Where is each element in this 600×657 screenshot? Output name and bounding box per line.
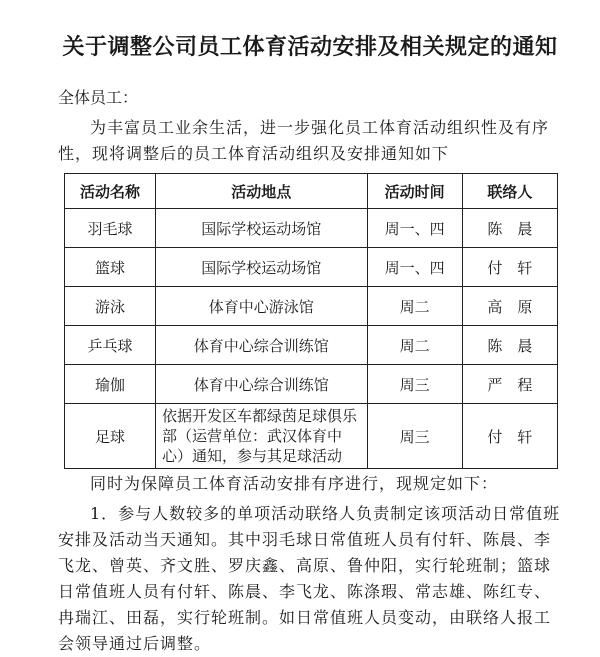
activity-place: 体育中心游泳馆	[155, 287, 367, 326]
activity-time: 周三	[367, 404, 462, 469]
activity-time: 周三	[367, 365, 462, 404]
activity-place: 体育中心综合训练馆	[155, 365, 367, 404]
table-row	[65, 404, 558, 469]
table-row	[65, 248, 558, 287]
activity-time: 周一、四	[367, 248, 462, 287]
table-row	[65, 287, 558, 326]
table-row	[65, 209, 558, 248]
document-title: 关于调整公司员工体育活动安排及相关规定的通知	[62, 35, 558, 60]
activity-contact: 陈 晨	[462, 326, 557, 365]
activity-place: 体育中心综合训练馆	[155, 326, 367, 365]
activity-contact: 严 程	[462, 365, 557, 404]
activity-schedule-table	[64, 173, 558, 469]
activity-time: 周二	[367, 287, 462, 326]
activity-name: 游泳	[65, 287, 156, 326]
activity-time: 周一、四	[367, 209, 462, 248]
activity-time: 周二	[367, 326, 462, 365]
header-activity-name: 活动名称	[65, 174, 156, 209]
activity-contact: 高 原	[462, 287, 557, 326]
activity-name: 羽毛球	[65, 209, 156, 248]
header-activity-place: 活动地点	[155, 174, 367, 209]
activity-name: 瑜伽	[65, 365, 156, 404]
activity-contact: 陈 晨	[462, 209, 557, 248]
salutation: 全体员工：	[58, 88, 139, 107]
rule-item-1: 1．参与人数较多的单项活动联络人负责制定该项活动日常值班安排及活动当天通知。其中羽毛球日常值班人员有付轩、陈晨、李飞龙、曾英、齐文胜、罗庆鑫、高原、鲁仲阳，实行轮班制；篮球日常值班人员有付轩、陈晨、李飞龙、陈涤瑕、常志雄、陈红专、冉瑞江、田磊，实行轮班制。如日常值班人员变动，由联络人报工会领导通过后调整。	[58, 504, 561, 653]
header-contact: 联络人	[462, 174, 557, 209]
activity-name: 乒乓球	[65, 326, 156, 365]
activity-contact: 付 轩	[462, 248, 557, 287]
activity-place: 国际学校运动场馆	[155, 209, 367, 248]
table-row	[65, 365, 558, 404]
table-row	[65, 326, 558, 365]
activity-name: 篮球	[65, 248, 156, 287]
intro-paragraph: 为丰富员工业余生活，进一步强化员工体育活动组织性及有序性，现将调整后的员工体育活动组织及安排通知如下	[58, 118, 550, 163]
header-activity-time: 活动时间	[367, 174, 462, 209]
activity-place: 国际学校运动场馆	[155, 248, 367, 287]
table-header-row	[65, 174, 558, 209]
activity-place: 依据开发区车都绿茵足球俱乐部（运营单位：武汉体育中心）通知，参与其足球活动	[155, 404, 367, 469]
activity-name: 足球	[65, 404, 156, 469]
rules-intro-paragraph: 同时为保障员工体育活动安排有序进行，现规定如下：	[90, 474, 499, 493]
activity-contact: 付 轩	[462, 404, 557, 469]
